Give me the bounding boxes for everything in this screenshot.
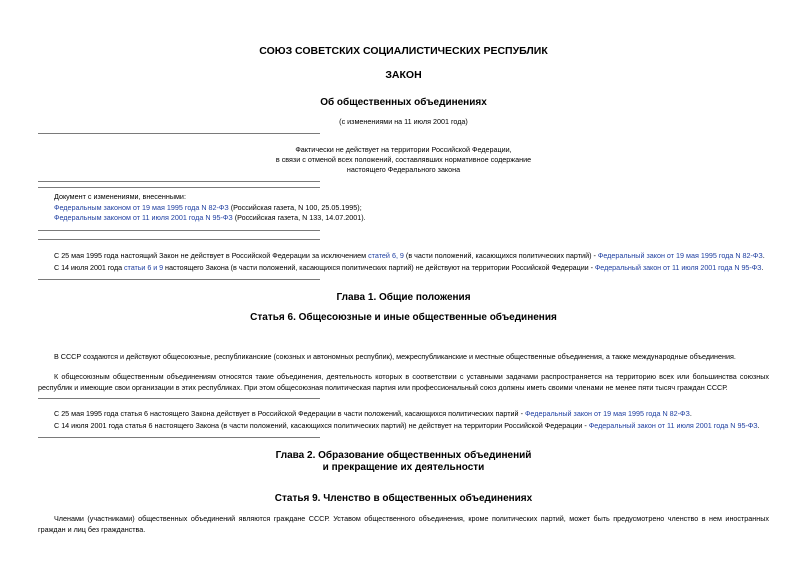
status-paragraph-1	[54, 251, 765, 261]
article-6-title: Статья 6. Общесоюзные и иные общественные объединения	[250, 312, 557, 323]
divider	[38, 230, 320, 231]
changes-item-2	[54, 213, 366, 223]
chapter-1-title: Глава 1. Общие положения	[336, 292, 471, 303]
status-paragraph-2	[54, 263, 763, 273]
articles-6-and-9-link[interactable]: статьи 6 и 9	[124, 263, 164, 272]
law-heading: ЗАКОН	[385, 69, 422, 81]
divider	[38, 187, 320, 188]
changes-item-1-source: (Российская газета, N 100, 25.05.1995);	[228, 203, 362, 212]
divider	[38, 133, 320, 134]
changes-item-1	[54, 203, 362, 213]
article-6-paragraph-1: В СССР создаются и действуют общесоюзные, республиканские (союзных и автономных республик), межреспубликанские и местные общественные объединения, а также международные объединения.	[54, 352, 736, 361]
status-text: .	[762, 251, 765, 260]
union-heading: СОЮЗ СОВЕТСКИХ СОЦИАЛИСТИЧЕСКИХ РЕСПУБЛИК	[259, 45, 548, 57]
article-9-title: Статья 9. Членство в общественных объединениях	[274, 493, 533, 504]
law-82fz-link[interactable]: Федеральным законом от 19 мая 1995 года N 82-ФЗ	[54, 203, 229, 212]
notice-line-3: настоящего Федерального закона	[346, 165, 461, 174]
articles-6-9-link[interactable]: статей 6, 9	[368, 251, 404, 260]
divider	[38, 398, 320, 399]
law-95fz-link[interactable]: Федеральный закон от 11 июля 2001 года N 95-ФЗ	[588, 421, 758, 430]
article-6-paragraph-2: К общесоюзным общественным объединениям относятся такие объединения, деятельность которых в соответствии с уставными задачами распространяется на территорию всех или большинства союзных республик и имеющие свои организации в этих республиках. При этом общесоюзная политическая партия или профессиональный союз должны иметь своими членами не менее пяти тысяч граждан СССР.	[38, 372, 769, 392]
article-9-paragraph-1: Членами (участниками) общественных объединений являются граждане СССР. Уставом общественного объединения, кроме политических партий, может быть предусмотрено членство в нем иностранных граждан и лиц без гражданства.	[38, 514, 769, 534]
amendment-note: (с изменениями на 11 июля 2001 года)	[339, 117, 468, 126]
article-6-status-1	[54, 409, 692, 419]
divider	[38, 181, 320, 182]
status-text: С 14 июля 2001 года	[54, 263, 124, 272]
law-95fz-link[interactable]: Федеральный закон от 11 июля 2001 года N 95-ФЗ	[594, 263, 762, 272]
changes-intro: Документ с изменениями, внесенными:	[54, 192, 186, 201]
divider	[38, 437, 320, 438]
divider	[38, 279, 320, 280]
law-95fz-link[interactable]: Федеральным законом от 11 июля 2001 года N 95-ФЗ	[54, 213, 233, 222]
law-title: Об общественных объединениях	[320, 97, 487, 108]
status-text: .	[761, 263, 764, 272]
divider	[38, 239, 320, 240]
status-text: С 25 мая 1995 года настоящий Закон не действует в Российской Федерации за исключением	[54, 251, 369, 260]
notice-line-1: Фактически не действует на территории Российской Федерации,	[295, 145, 512, 154]
status-text: .	[689, 409, 692, 418]
status-text: настоящего Закона (в части положений, касающихся политических партий) не действуют на территории Российской Федерации -	[163, 263, 595, 272]
status-text: .	[757, 421, 760, 430]
law-82fz-link[interactable]: Федеральный закон от 19 мая 1995 года N 82-ФЗ	[597, 251, 763, 260]
article-6-status-2	[54, 421, 760, 431]
notice-line-2: в связи с отменой всех положений, составлявших нормативное содержание	[275, 155, 532, 164]
status-text: С 25 мая 1995 года статья 6 настоящего Закона действует в Российской Федерации в части положений, касающихся политических партий -	[54, 409, 525, 418]
changes-item-2-source: (Российская газета, N 133, 14.07.2001).	[232, 213, 366, 222]
law-82fz-link[interactable]: Федеральный закон от 19 мая 1995 года N 82-ФЗ	[524, 409, 690, 418]
chapter-2-title-line-1: Глава 2. Образование общественных объединений	[275, 450, 532, 461]
status-text: (в части положений, касающихся политических партий) -	[403, 251, 598, 260]
chapter-2-title-line-2: и прекращение их деятельности	[322, 462, 485, 473]
status-text: С 14 июля 2001 года статья 6 настоящего Закона (в части положений, касающихся политических партий) не действует на территории Российской Федерации -	[54, 421, 589, 430]
